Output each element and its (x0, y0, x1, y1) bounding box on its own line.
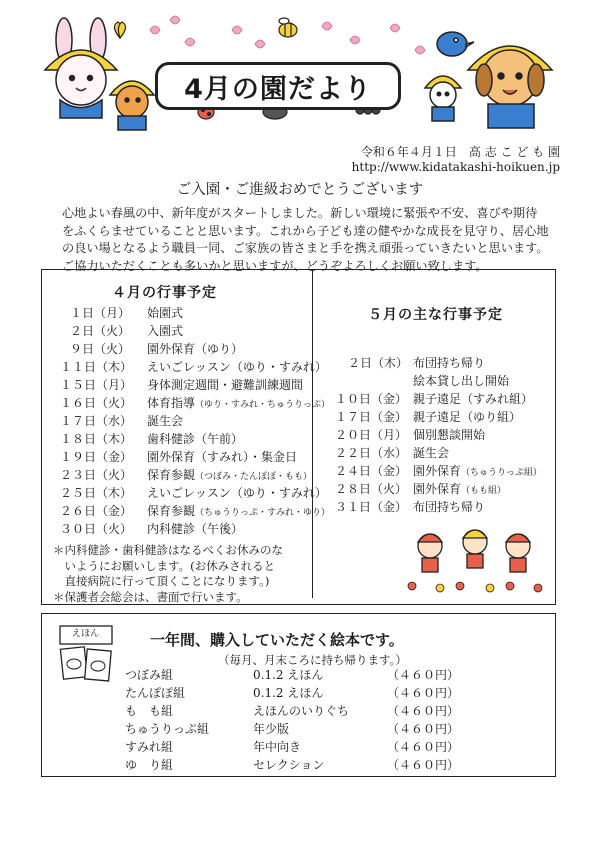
intro-line: ご協力いただくことも多いかと思いますが、どうぞよろしくお願い致します。 (62, 258, 488, 273)
dog-icon (110, 81, 154, 130)
list-item: １日（月） 始園式 (70, 306, 184, 320)
may-heading: ５月の主な行事予定 (368, 307, 503, 323)
bunny-icon (45, 18, 117, 118)
website-url[interactable]: http://www.kidatakashi-hoikuen.jp (351, 160, 560, 174)
list-item: ２３日（火） 保育参観（つぼみ・たんぽぽ・もも） (60, 468, 313, 482)
list-item: ３０日（火） 内科健診（午後） (60, 522, 244, 536)
list-item: １５日（月） 身体測定週間・避難訓練週間 (60, 378, 304, 392)
dog-icon (425, 76, 461, 121)
list-item: ９日（火） 園外保育（ゆり） (70, 342, 244, 356)
issue-date-org: 令和６年４月１日 高 志 こ ど も 園 (360, 145, 560, 159)
dog-icon (468, 46, 552, 128)
note-line: ＊内科健診・歯科健診はなるべくお休みのな (53, 543, 283, 557)
list-item: ２５日（木） えいごレッスン（ゆり・すみれ） (60, 486, 327, 500)
list-item: 絵本貸し出し開始 (413, 374, 510, 388)
list-item: １７日（金） 親子遠足（ゆり組） (335, 410, 522, 424)
list-item: ３１日（金） 布団持ち帰り (335, 500, 486, 514)
butterfly-icon (114, 22, 125, 38)
column-divider (312, 269, 313, 598)
list-item: １７日（水） 誕生会 (60, 414, 184, 428)
note-line: いようにお願いします。(お休みされると (53, 558, 276, 573)
picture-book-subheading: （毎月、月末ころに持ち帰ります。） (218, 653, 407, 667)
intro-line: をふくらませていることと思います。これから子ども達の健やかな成長を見守り、居心地 (62, 223, 549, 238)
list-item: １１日（木） えいごレッスン（ゆり・すみれ） (60, 360, 327, 374)
april-notes (53, 543, 303, 605)
list-item: ２８日（火） 園外保育（もも組） (335, 482, 507, 496)
title-frame (155, 62, 401, 110)
list-item: ２４日（金） 園外保育（ちゅうりっぷ組） (335, 464, 543, 478)
list-item: １６日（火） 体育指導（ゆり・すみれ・ちゅうりっぷ） (60, 396, 331, 410)
april-heading: ４月の行事予定 (112, 285, 217, 301)
bird-icon (437, 32, 474, 56)
intro-line: 心地よい春風の中、新年度がスタートしました。新しい環境に緊張や不安、喜びや期待 (62, 206, 538, 220)
list-item: ２日（木） 布団持ち帰り (348, 356, 486, 370)
list-item: ２２日（水） 誕生会 (335, 446, 450, 460)
picture-book-icon-label: えほん (72, 629, 100, 639)
list-item: １０日（金） 親子遠足（すみれ組） (335, 392, 534, 406)
bee-icon (279, 18, 297, 37)
note-line: 直接病院に行って頂くことになります。) (53, 574, 270, 588)
list-item: １８日（木） 歯科健診（午前） (60, 432, 244, 446)
children-running-icon (400, 528, 550, 594)
note-line: ＊保護者会総会は、書面で行います。 (53, 589, 248, 604)
intro-line: の良い場となるよう職員一同、ご家族の皆さまと手を携え頑張っていきたいと思います。 (62, 241, 549, 255)
list-item: ２６日（金） 保育参観（ちゅうりっぷ・すみれ・ゆり） (60, 504, 331, 518)
list-item: ２日（火） 入園式 (70, 324, 184, 338)
picture-book-heading: 一年間、購入していただく絵本です。 (150, 631, 404, 649)
list-item: １９日（金） 園外保育（すみれ）・集金日 (60, 450, 298, 464)
list-item: ２０日（月） 個別懇談開始 (335, 428, 486, 442)
page-title: 4月の園だより (184, 73, 372, 105)
greeting-heading: ご入園・ご進級おめでとうございます (176, 182, 424, 198)
intro-paragraph (62, 205, 562, 275)
